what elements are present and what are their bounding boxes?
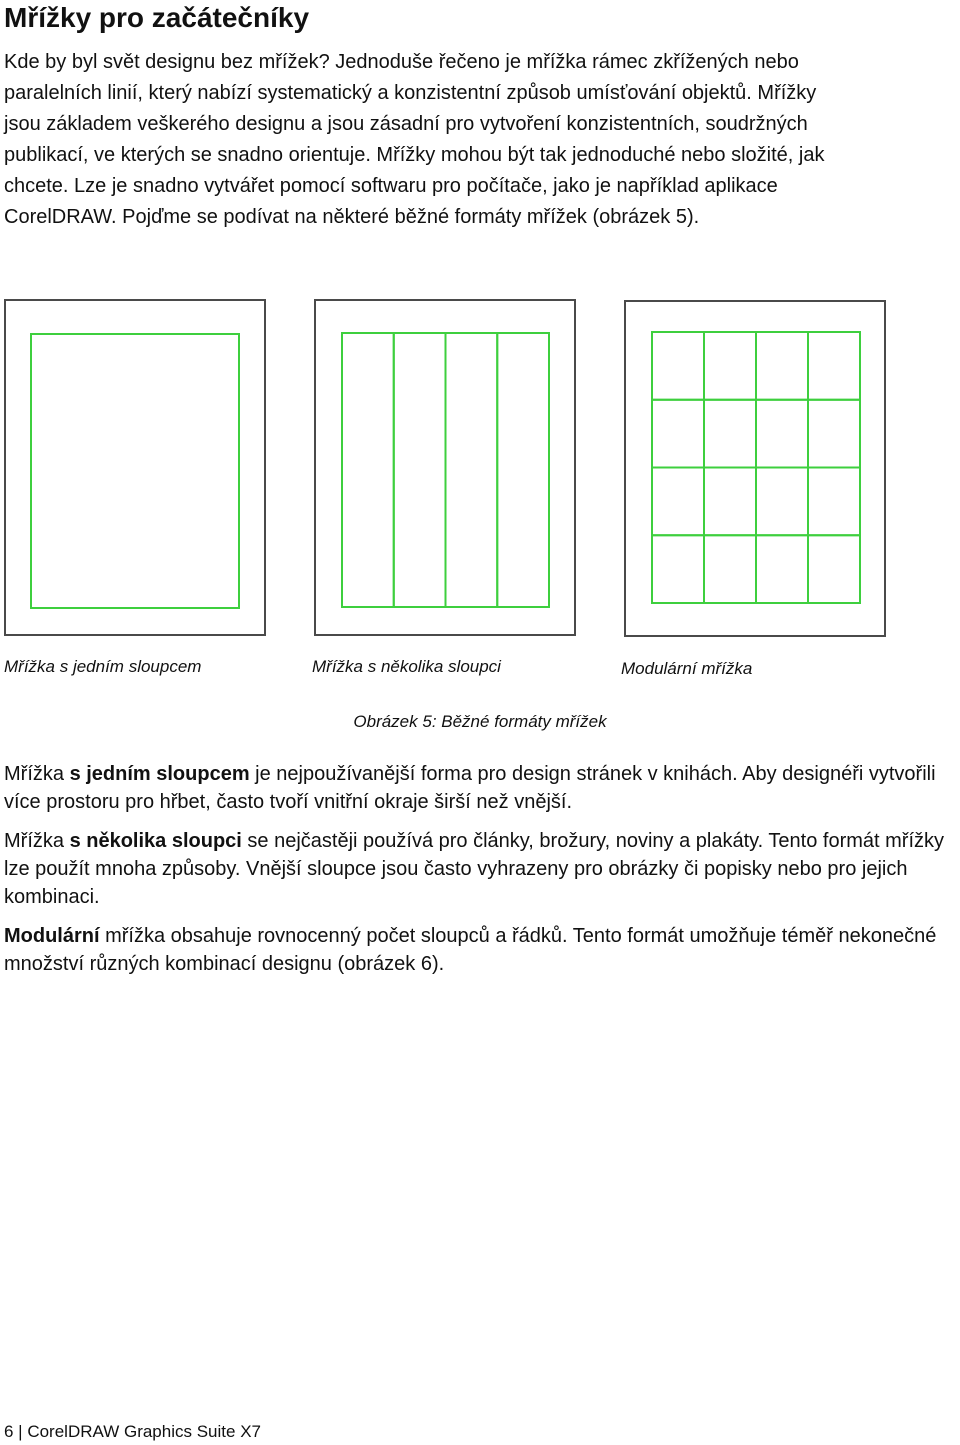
- grid-column: [394, 333, 446, 607]
- grid-module: [756, 535, 808, 603]
- page-footer: 6 | CorelDRAW Graphics Suite X7: [4, 1422, 261, 1441]
- multi-column-grid-lines: [316, 301, 574, 634]
- paragraph-text: Mřížka: [4, 830, 70, 852]
- grid-module: [808, 400, 860, 468]
- intro-line: CorelDRAW. Pojďme se podívat na některé běžné formáty mřížek (obrázek 5).: [4, 206, 700, 228]
- caption-single-column: Mřížka s jedním sloupcem: [4, 657, 202, 676]
- multi-column-grid-illustration: [314, 299, 576, 636]
- grid-column: [446, 333, 498, 607]
- grid-module: [756, 468, 808, 536]
- intro-line: paralelních linií, který nabízí systematický a konzistentní způsob umísťování objektů. Mřížky: [4, 82, 817, 104]
- paragraph-multi-column: [4, 827, 959, 911]
- grid-module: [704, 332, 756, 400]
- grid-column: [497, 333, 549, 607]
- intro-line: chcete. Lze je snadno vytvářet pomocí softwaru pro počítače, jako je například aplikace: [4, 175, 778, 197]
- intro-paragraph: [4, 47, 959, 233]
- grid-module: [652, 400, 704, 468]
- grid-module: [652, 535, 704, 603]
- caption-modular: Modulární mřížka: [621, 659, 753, 678]
- paragraph-modular: [4, 922, 959, 978]
- grid-module: [756, 332, 808, 400]
- paragraph-text: Mřížka: [4, 763, 70, 785]
- grid-module: [652, 332, 704, 400]
- paragraph-bold-term: Modulární: [4, 925, 100, 947]
- grid-module: [704, 400, 756, 468]
- modular-grid-lines: [626, 302, 884, 635]
- intro-line: publikací, ve kterých se snadno orientuje. Mřížky mohou být tak jednoduché nebo složité, jak: [4, 144, 825, 166]
- modular-grid-illustration: [624, 300, 886, 637]
- paragraph-bold-term: s několika sloupci: [69, 830, 242, 852]
- single-column-grid-illustration: [4, 299, 266, 636]
- grid-module: [704, 468, 756, 536]
- single-column-grid-lines: [6, 301, 264, 634]
- caption-multi-column: Mřížka s několika sloupci: [312, 657, 501, 676]
- intro-line: jsou základem veškerého designu a jsou zásadní pro vytvoření konzistentních, soudržných: [4, 113, 808, 135]
- grid-module: [808, 535, 860, 603]
- page-title: Mřížky pro začátečníky: [4, 2, 310, 33]
- grid-module: [756, 400, 808, 468]
- grid-module: [704, 535, 756, 603]
- grid-column: [342, 333, 394, 607]
- figure-caption: Obrázek 5: Běžné formáty mřížek: [353, 712, 607, 731]
- intro-line: Kde by byl svět designu bez mřížek? Jednoduše řečeno je mřížka rámec zkřížených nebo: [4, 51, 799, 73]
- grid-column-rect: [31, 334, 239, 608]
- paragraph-text: mřížka obsahuje rovnocenný počet sloupců a řádků. Tento formát umožňuje téměř nekonečné množství různých kombinací designu (obrázek 6).: [4, 925, 937, 975]
- grid-module: [808, 332, 860, 400]
- paragraph-bold-term: s jedním sloupcem: [69, 763, 250, 785]
- paragraph-single-column: [4, 760, 959, 816]
- paragraph-text: se nejčastěji používá pro články, brožury, noviny a plakáty. Tento formát mřížky lze použít mnoha způsoby. Vnější sloupce jsou často vyhrazeny pro obrázky či popisky nebo pro jejich kombinaci.: [4, 830, 945, 908]
- grid-module: [808, 468, 860, 536]
- paragraph-text: je nejpoužívanější forma pro design stránek v knihách. Aby designéři vytvořili více prostoru pro hřbet, často tvoří vnitřní okraje širší než vnější.: [4, 763, 936, 813]
- grid-module: [652, 468, 704, 536]
